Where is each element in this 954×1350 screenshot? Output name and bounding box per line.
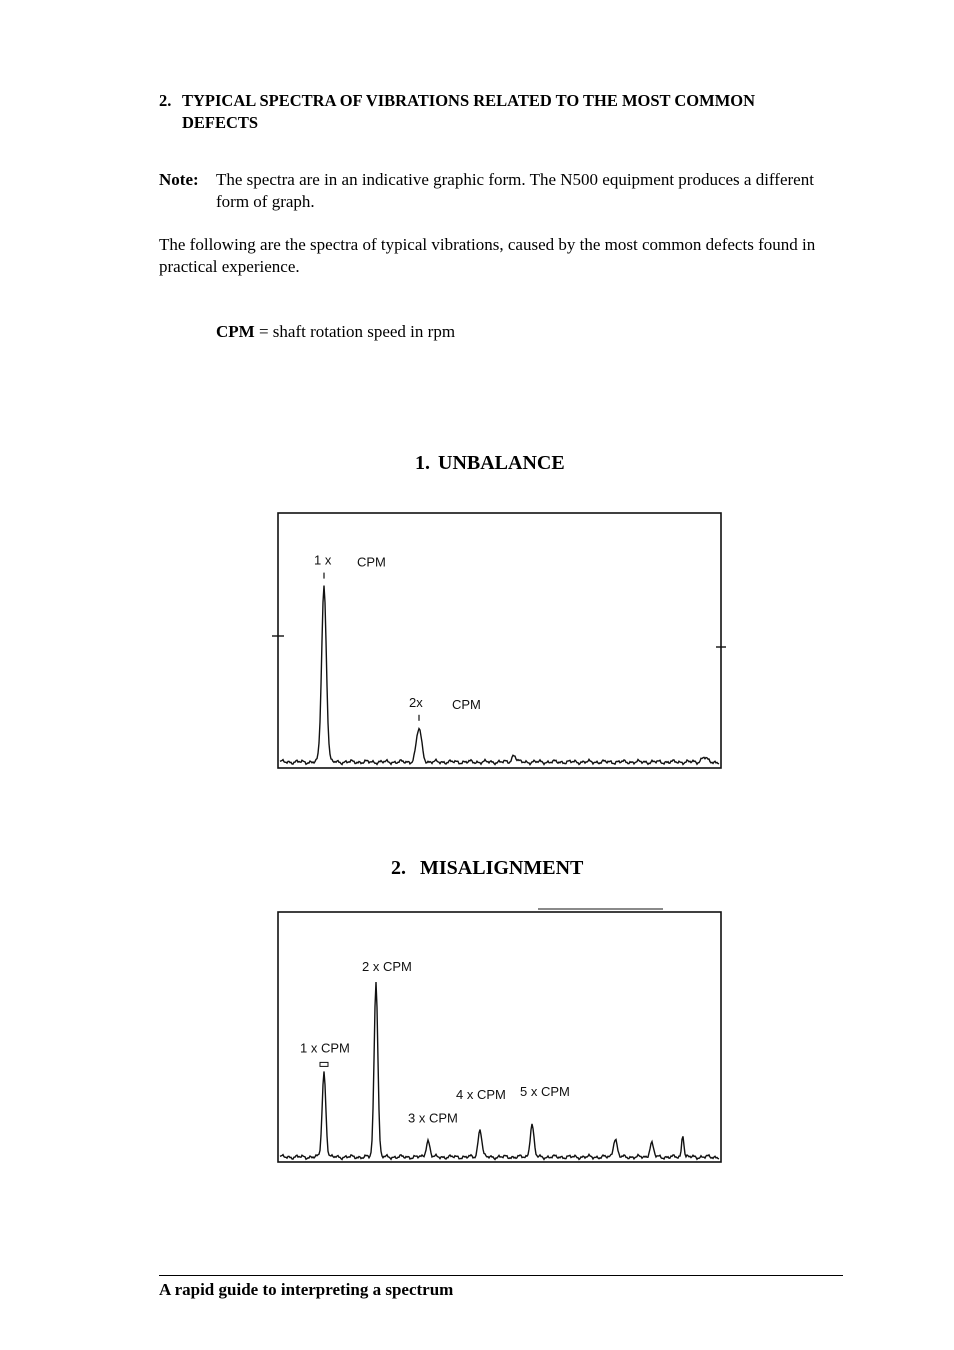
peak-label-cpm: CPM <box>452 696 481 712</box>
peak-label: 2 x CPM <box>362 958 412 974</box>
cpm-definition-text: = shaft rotation speed in rpm <box>254 322 456 341</box>
footer-title: A rapid guide to interpreting a spectrum <box>159 1280 454 1299</box>
spectrum-trace <box>280 586 719 765</box>
peak-label: 4 x CPM <box>456 1086 506 1102</box>
peak-label-cpm: CPM <box>357 554 386 570</box>
spectrum-trace <box>280 982 719 1160</box>
figure-title-text: UNBALANCE <box>438 452 565 474</box>
peak-label: 5 x CPM <box>520 1084 570 1100</box>
figure-title-text: MISALIGNMENT <box>420 857 584 879</box>
peak-label: 3 x CPM <box>408 1110 458 1126</box>
note-label: Note: <box>159 170 199 189</box>
peak-label-multiplier: 1 x <box>314 552 332 568</box>
peak-marker <box>320 1062 328 1066</box>
footer-rule <box>159 1275 843 1276</box>
cpm-term: CPM <box>216 322 255 341</box>
misalignment-spectrum-chart <box>270 902 732 1172</box>
figure-number: 1. <box>415 452 430 474</box>
intro-paragraph: The following are the spectra of typical vibrations, caused by the most common defects found in practical experience. <box>159 235 816 276</box>
unbalance-spectrum-chart <box>270 505 732 780</box>
chart-frame <box>278 513 721 768</box>
cpm-definition <box>216 321 455 343</box>
peak-label: 1 x CPM <box>300 1040 350 1056</box>
section-title: TYPICAL SPECTRA OF VIBRATIONS RELATED TO THE MOST COMMON DEFECTS <box>182 91 756 132</box>
figure-title-unbalance <box>415 451 565 475</box>
figure-number: 2. <box>391 857 406 879</box>
note-text: The spectra are in an indicative graphic form. The N500 equipment produces a different form of graph. <box>216 170 814 211</box>
chart-frame <box>278 912 721 1162</box>
section-number: 2. <box>159 91 172 110</box>
figure-title-misalignment <box>391 856 583 880</box>
peak-label-multiplier: 2x <box>409 694 423 710</box>
